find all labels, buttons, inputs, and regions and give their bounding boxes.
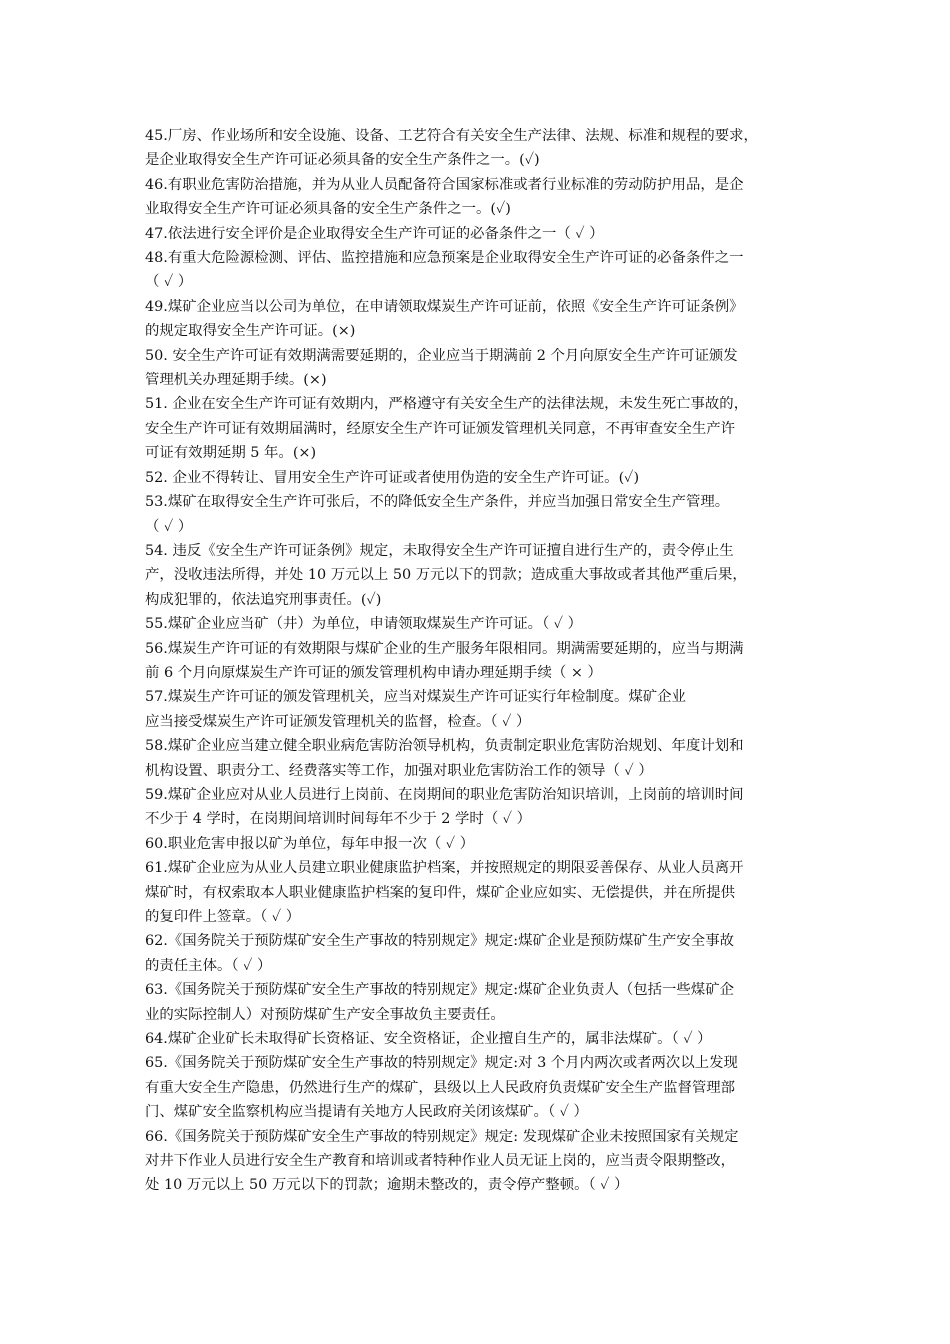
question-item xyxy=(145,124,825,173)
question-line: 前 6 个月向原煤炭生产许可证的颁发管理机构申请办理延期手续（ × ） xyxy=(145,664,602,681)
question-line: 58.煤矿企业应当建立健全职业病危害防治领导机构，负责制定职业危害防治规划、年度计划和 xyxy=(145,738,744,755)
question-line: 处 10 万元以上 50 万元以下的罚款；逾期未整改的，责令停产整顿。（ ✓ ） xyxy=(145,1177,629,1194)
question-line: （ ✓ ） xyxy=(145,274,193,291)
question-line: 安全生产许可证有效期届满时，经原安全生产许可证颁发管理机关同意，不再审查安全生产许 xyxy=(145,420,736,437)
question-line: 64.煤矿企业矿长未取得矿长资格证、安全资格证，企业擅自生产的，属非法煤矿。（ ✓ ） xyxy=(145,1031,712,1048)
question-item xyxy=(145,1027,825,1051)
question-item xyxy=(145,222,825,246)
question-line: 不少于 4 学时，在岗期间培训时间每年不少于 2 学时（ ✓ ） xyxy=(145,811,532,828)
question-line: 是企业取得安全生产许可证必须具备的安全生产条件之一。(✓) xyxy=(145,152,540,169)
question-line: 65.《国务院关于预防煤矿安全生产事故的特别规定》规定:对 3 个月内两次或者两次以上发现 xyxy=(145,1055,738,1072)
question-item xyxy=(145,466,825,490)
question-line: 62.《国务院关于预防煤矿安全生产事故的特别规定》规定:煤矿企业是预防煤矿生产安全事故 xyxy=(145,933,734,950)
question-line: 应当接受煤炭生产许可证颁发管理机关的监督，检查。（ ✓ ） xyxy=(145,713,531,730)
question-line: 51. 企业在安全生产许可证有效期内，严格遵守有关安全生产的法律法规，未发生死亡事故的， xyxy=(145,396,749,413)
question-item xyxy=(145,490,825,539)
question-line: 47.依法进行安全评价是企业取得安全生产许可证的必备条件之一（ ✓ ） xyxy=(145,225,604,242)
question-item xyxy=(145,1125,825,1198)
question-line: 54. 违反《安全生产许可证条例》规定，未取得安全生产许可证擅自进行生产的，责令停止生 xyxy=(145,542,734,559)
question-line: 业的实际控制人）对预防煤矿生产安全事故负主要责任。 xyxy=(145,1006,505,1023)
question-line: 对井下作业人员进行安全生产教育和培训或者特种作业人员无证上岗的，应当责令限期整改， xyxy=(145,1153,736,1170)
question-line: 66.《国务院关于预防煤矿安全生产事故的特别规定》规定: 发现煤矿企业未按照国家有关规定 xyxy=(145,1128,739,1145)
question-line: 56.煤炭生产许可证的有效期限与煤矿企业的生产服务年限相同。期满需要延期的，应当与期满 xyxy=(145,640,744,657)
question-line: 61.煤矿企业应为从业人员建立职业健康监护档案，并按照规定的期限妥善保存、从业人员离开 xyxy=(145,860,744,877)
question-item xyxy=(145,637,825,686)
question-item xyxy=(145,295,825,344)
question-item xyxy=(145,734,825,783)
question-line: 有重大安全生产隐患，仍然进行生产的煤矿，县级以上人民政府负责煤矿安全生产监督管理部 xyxy=(145,1079,736,1096)
question-item xyxy=(145,978,825,1027)
question-item xyxy=(145,173,825,222)
question-line: 的规定取得安全生产许可证。(×) xyxy=(145,323,356,340)
question-line: 59.煤矿企业应对从业人员进行上岗前、在岗期间的职业危害防治知识培训，上岗前的培训时间 xyxy=(145,786,744,803)
question-line: 52. 企业不得转让、冒用安全生产许可证或者使用伪造的安全生产许可证。(✓) xyxy=(145,469,640,486)
question-line: 的责任主体。（ ✓ ） xyxy=(145,957,272,974)
question-item xyxy=(145,685,825,734)
question-item xyxy=(145,612,825,636)
question-line: 46.有职业危害防治措施，并为从业人员配备符合国家标准或者行业标准的劳动防护用品，是企 xyxy=(145,176,744,193)
question-item xyxy=(145,246,825,295)
question-line: 煤矿时，有权索取本人职业健康监护档案的复印件，煤矿企业应如实、无偿提供，并在所提供 xyxy=(145,884,736,901)
question-line: 业取得安全生产许可证必须具备的安全生产条件之一。(✓) xyxy=(145,201,511,218)
question-line: 49.煤矿企业应当以公司为单位，在申请领取煤炭生产许可证前，依照《安全生产许可证条例》 xyxy=(145,298,744,315)
question-line: 55.煤矿企业应当矿（井）为单位，申请领取煤炭生产许可证。（ ✓ ） xyxy=(145,616,583,633)
question-line: 60.职业危害申报以矿为单位，每年申报一次（ ✓ ） xyxy=(145,835,475,852)
document-page xyxy=(145,124,825,1198)
question-item xyxy=(145,539,825,612)
question-line: 45.厂房、作业场所和安全设施、设备、工艺符合有关安全生产法律、法规、标准和规程的要求， xyxy=(145,128,758,144)
question-line: 门、煤矿安全监察机构应当提请有关地方人民政府关闭该煤矿。（ ✓ ） xyxy=(145,1104,588,1121)
question-line: 可证有效期延期 5 年。(×) xyxy=(145,445,317,462)
question-line: （ ✓ ） xyxy=(145,518,193,535)
question-item xyxy=(145,929,825,978)
question-item xyxy=(145,832,825,856)
question-line: 的复印件上签章。（ ✓ ） xyxy=(145,909,301,925)
question-line: 57.煤炭生产许可证的颁发管理机关，应当对煤炭生产许可证实行年检制度。煤矿企业 xyxy=(145,689,686,706)
question-line: 53.煤矿在取得安全生产许可张后，不的降低安全生产条件，并应当加强日常安全生产管理。 xyxy=(145,494,730,511)
question-item xyxy=(145,344,825,393)
question-item xyxy=(145,856,825,929)
question-line: 63.《国务院关于预防煤矿安全生产事故的特别规定》规定:煤矿企业负责人（包括一些煤矿企 xyxy=(145,982,734,999)
question-item xyxy=(145,1051,825,1124)
question-line: 机构设置、职责分工、经费落实等工作，加强对职业危害防治工作的领导（ ✓ ） xyxy=(145,762,653,779)
question-item xyxy=(145,392,825,465)
question-line: 48.有重大危险源检测、评估、监控措施和应急预案是企业取得安全生产许可证的必备条件之一 xyxy=(145,250,744,267)
question-line: 构成犯罪的，依法追究刑事责任。(✓) xyxy=(145,591,382,608)
question-line: 管理机关办理延期手续。(×) xyxy=(145,372,327,389)
question-line: 产，没收违法所得，并处 10 万元以上 50 万元以下的罚款；造成重大事故或者其他严重后果， xyxy=(145,567,747,584)
question-line: 50. 安全生产许可证有效期满需要延期的，企业应当于期满前 2 个月向原安全生产许可证颁发 xyxy=(145,347,738,364)
question-item xyxy=(145,783,825,832)
